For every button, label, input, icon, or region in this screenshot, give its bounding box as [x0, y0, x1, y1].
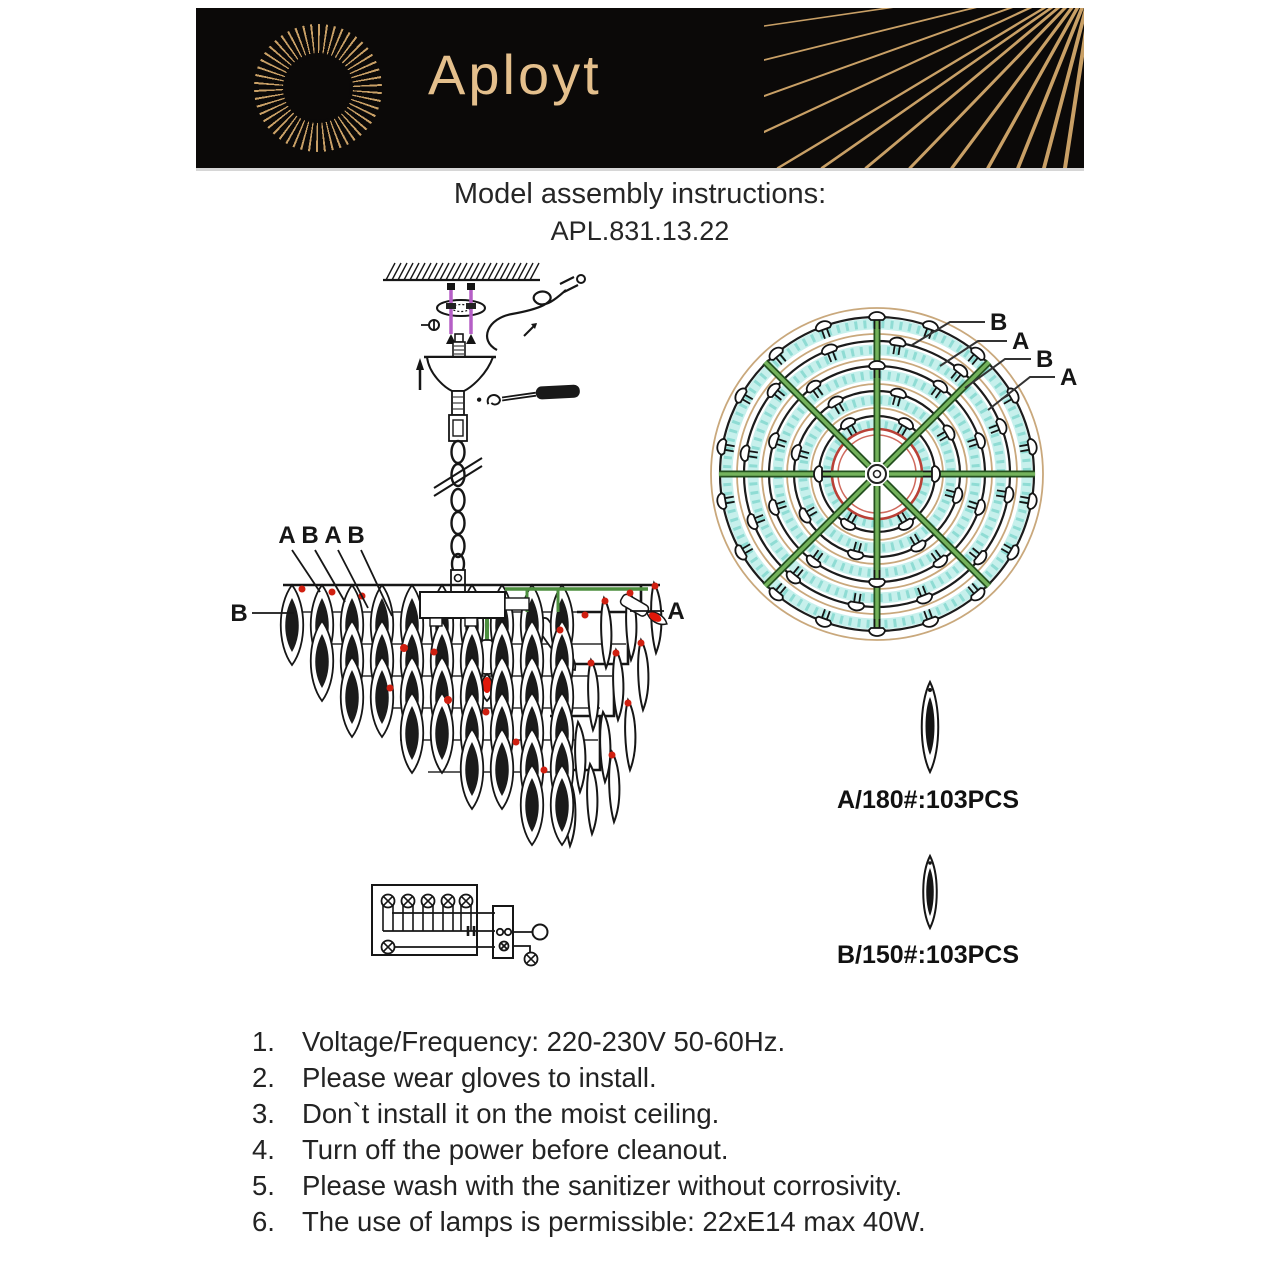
instruction-item — [252, 1168, 1082, 1204]
instruction-item — [252, 1096, 1082, 1132]
callout-a1: A — [278, 522, 296, 549]
ring-callout-b2: B — [1036, 346, 1054, 373]
part-a-label: A/180#:103PCS — [836, 786, 1020, 814]
part-a-shape — [922, 682, 939, 772]
instruction-item — [252, 1060, 1082, 1096]
instructions-list — [252, 1024, 1082, 1240]
top-view-drawing — [711, 308, 1077, 640]
instruction-number: 4. — [252, 1134, 275, 1165]
canopy — [416, 334, 496, 415]
hanging-chain — [434, 415, 482, 592]
instruction-text: The use of lamps is permissible: 22xE14 max 40W. — [302, 1206, 926, 1237]
title-text: Model assembly instructions: — [453, 178, 827, 210]
instruction-text: Turn off the power before cleanout. — [302, 1134, 729, 1165]
model-number: APL.831.13.22 — [550, 216, 730, 246]
callout-b1: B — [301, 522, 319, 549]
wiring-diagram — [372, 885, 548, 966]
part-legend — [837, 682, 1019, 969]
instruction-number: 6. — [252, 1206, 275, 1237]
instruction-item — [252, 1132, 1082, 1168]
callout-b2: B — [347, 522, 365, 549]
supply-wire — [487, 275, 585, 350]
ring-callout-a2: A — [1060, 364, 1078, 391]
left-petals — [281, 585, 574, 845]
instruction-text: Don`t install it on the moist ceiling. — [302, 1098, 720, 1129]
instruction-number: 1. — [252, 1026, 275, 1057]
screw-tool — [476, 384, 580, 405]
instruction-text: Please wear gloves to install. — [302, 1062, 657, 1093]
instruction-number: 5. — [252, 1170, 275, 1201]
instruction-number: 3. — [252, 1098, 275, 1129]
part-b-shape — [923, 856, 937, 928]
mount-bracket — [421, 283, 485, 344]
instruction-number: 2. — [252, 1062, 275, 1093]
ring-callout-b1: B — [990, 309, 1008, 336]
instruction-item — [252, 1024, 1082, 1060]
brand-name: Aployt — [428, 43, 602, 106]
instruction-item — [252, 1204, 1082, 1240]
callout-left-b: B — [230, 600, 248, 627]
callout-right-a: A — [667, 598, 685, 625]
side-view-drawing — [230, 263, 684, 846]
ring-callout-a1: A — [1012, 328, 1030, 355]
ceiling-hatch — [383, 263, 540, 280]
callout-a2: A — [324, 522, 342, 549]
instruction-text: Voltage/Frequency: 220-230V 50-60Hz. — [302, 1026, 786, 1057]
instruction-text: Please wash with the sanitizer without corrosivity. — [302, 1170, 903, 1201]
center-hub — [868, 465, 886, 483]
part-b-label: B/150#:103PCS — [836, 941, 1020, 969]
